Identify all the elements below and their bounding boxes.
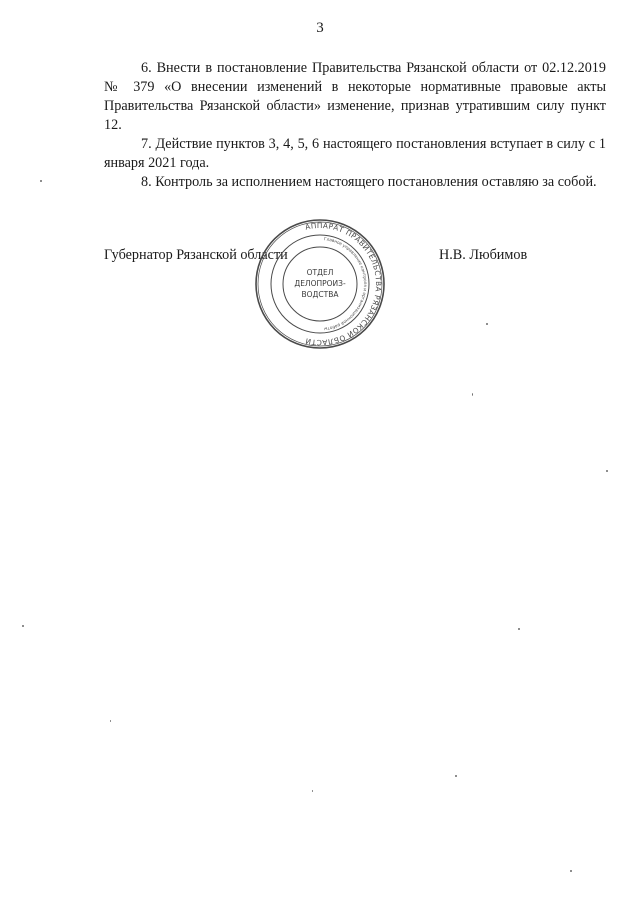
scan-speck	[40, 180, 42, 182]
signer-title: Губернатор Рязанской области	[104, 247, 288, 263]
signer-name: Н.В. Любимов	[439, 247, 528, 263]
page-number: 3	[316, 20, 324, 36]
stamp-outer-text: АППАРАТ ПРАВИТЕЛЬСТВА РЯЗАНСКОЙ ОБЛАСТИ	[304, 220, 384, 348]
scan-speck	[472, 393, 473, 396]
stamp-center-line-2: ДЕЛОПРОИЗ-	[294, 279, 346, 288]
scan-speck	[22, 625, 24, 627]
scan-speck	[486, 323, 488, 325]
scan-speck	[606, 470, 608, 472]
scan-speck	[518, 628, 520, 630]
scan-speck	[570, 870, 572, 872]
scan-speck	[312, 790, 313, 792]
paragraph-7: 7. Действие пунктов 3, 4, 5, 6 настоящего постановления вступает в силу с 1 января 2021 года.	[104, 136, 606, 171]
paragraph-8: 8. Контроль за исполнением настоящего постановления оставляю за собой.	[141, 174, 597, 190]
document-body	[104, 59, 606, 192]
stamp-center-line-3: ВОДСТВА	[301, 290, 339, 299]
scan-speck	[110, 720, 111, 722]
paragraph-6: 6. Внести в постановление Правительства Рязанской области от 02.12.2019 № 379 «О внесении изменений в некоторые нормативные правовые акты Правительства Рязанской области» изменение, признав утратившим силу пункт 12.	[104, 60, 606, 133]
official-stamp	[254, 218, 386, 350]
scan-speck	[455, 775, 457, 777]
stamp-center-line-1: ОТДЕЛ	[306, 268, 334, 277]
stamp-inner-text: Главное управление контроля и организационной работы	[323, 236, 369, 332]
